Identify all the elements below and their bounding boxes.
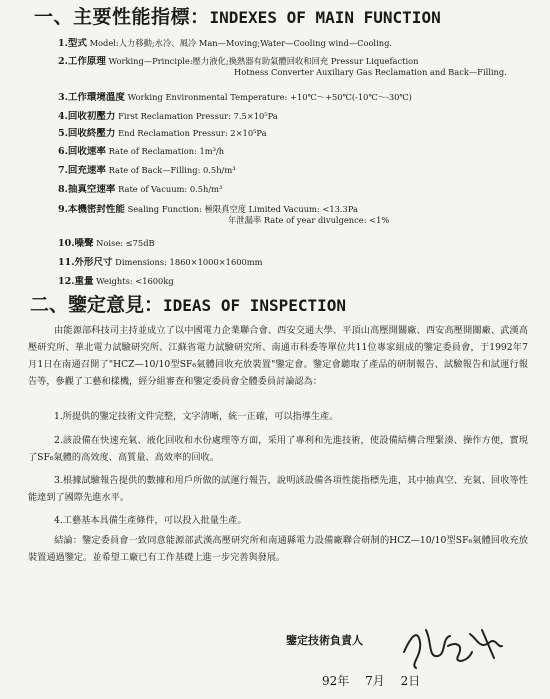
inspection-paragraph-intro — [28, 322, 528, 390]
item-value-continuation: Hotness Converter Auxiliary Gas Reclamation and Back—Filling. — [234, 67, 507, 77]
item-value: Weights: <1600kg — [96, 276, 174, 286]
inspection-point-2 — [28, 432, 528, 466]
section2-title-en: IDEAS OF INSPECTION — [163, 296, 347, 315]
item-value: Noise: ≤75dB — [96, 238, 155, 248]
item-value: Dimensions: 1860×1000×1600mm — [115, 257, 263, 267]
section2-heading — [30, 290, 540, 317]
item-label: 9.本機密封性能 — [58, 204, 125, 215]
paragraph-text: 由能源部科技司主持並成立了以中國電力企業聯合會、西安交通大學、平頂山高壓開關廠、西安高壓開關廠、武漢高壓研究所、華北電力試驗研究所、江蘇省電力試驗研究所、南通市科委等單位共11位專家組成的鑒定委員會，于1992年7月1日在南通召開了"HCZ—10/10型SF₆氣體回收充放裝置"鑒定會。鑒定會聽取了產品的研制報告、試驗報告和試運行報告等，參觀了工藝和樣機，經分組審查和鑒定委員會全體委員討論認為： — [28, 325, 528, 387]
item-value: Sealing Function: 極限真空度 Limited Vacuum: <13.3Pa — [127, 204, 358, 214]
item-label: 2.工作原理 — [58, 56, 106, 67]
item-label: 12.重量 — [58, 276, 94, 287]
list-item — [58, 38, 548, 49]
section1-title-zh: 一、主要性能指標： — [34, 6, 210, 28]
item-value: End Reclamation Pressur: 2×10⁵Pa — [118, 128, 267, 138]
paragraph-text: 2.該設備在快速充氣、液化回收和水份處理等方面，采用了專利和先進技術，使設備結構合理緊湊、操作方便，實現了SF₆氣體的高效度、高質量、高效率的回收。 — [28, 435, 528, 463]
item-label: 5.回收終壓力 — [58, 128, 116, 139]
item-value: Model:人力移動;水冷、風冷 Man—Moving;Water—Cooling wind—Cooling. — [89, 38, 393, 48]
item-label: 8.抽真空速率 — [58, 184, 116, 195]
inspection-point-1 — [28, 408, 528, 425]
list-item — [58, 204, 548, 226]
item-label: 6.回收速率 — [58, 146, 106, 157]
list-item — [58, 56, 548, 78]
item-label: 7.回充速率 — [58, 165, 106, 176]
paragraph-text: 結論：鑒定委員會一致同意能源部武漢高壓研究所和南通縣電力設備廠聯合研制的HCZ—10/10型SF₆氣體回收充放裝置通過鑒定。並希望工廠已有工作基礎上進一步完善與發展。 — [28, 535, 528, 563]
list-item — [58, 276, 548, 287]
section1-title-en: INDEXES OF MAIN FUNCTION — [209, 8, 441, 27]
list-item — [58, 165, 548, 176]
list-item — [58, 111, 548, 122]
list-item — [58, 146, 548, 157]
date-year: 92年 — [322, 674, 350, 688]
handwritten-signature — [398, 612, 508, 674]
paragraph-text: 3.根據試驗報告提供的數據和用戶所做的試運行報告，說明該設備各項性能指標先進，其中抽真空、充氣、回收等性能達到了國際先進水平。 — [28, 475, 528, 503]
item-value: Working—Principle:壓力液化;換熱器有助氣體回收和回充 Pressur Liquefaction — [108, 56, 419, 66]
item-label: 4.回收初壓力 — [58, 111, 116, 122]
inspection-point-4 — [28, 512, 528, 529]
paragraph-text: 1.所提供的鑒定技術文件完整，文字清晰，統一正確，可以指導生產。 — [54, 411, 339, 422]
date-day: 2日 — [400, 674, 421, 688]
list-item — [58, 238, 548, 249]
date-month: 7月 — [365, 674, 385, 688]
list-item — [58, 184, 548, 195]
item-label: 3.工作環境溫度 — [58, 92, 125, 103]
list-item — [58, 257, 548, 268]
item-label: 11.外形尺寸 — [58, 257, 113, 268]
signature-label: 鑒定技術負責人 — [286, 634, 363, 647]
signature-date — [322, 672, 432, 689]
item-value: Working Environmental Temperature: +10℃～+50℃(-10℃～-30℃) — [127, 92, 412, 102]
section2-title-zh: 二、鑒定意見： — [30, 294, 164, 316]
paragraph-text: 4.工藝基本具備生產條件，可以投入批量生產。 — [54, 515, 247, 526]
item-value: Rate of Reclamation: 1m³/h — [108, 146, 225, 156]
item-value: Rate of Vacuum: 0.5h/m³ — [118, 184, 223, 194]
item-value: Rate of Back—Filling: 0.5h/m³ — [108, 165, 236, 175]
section1-heading — [34, 2, 544, 29]
item-label: 1.型式 — [58, 38, 87, 49]
item-label: 10.噪聲 — [58, 238, 94, 249]
list-item — [58, 128, 548, 139]
inspection-point-3 — [28, 472, 528, 506]
item-value-continuation: 年泄漏率 Rate of year divulgence: <1% — [228, 215, 390, 225]
inspection-conclusion — [28, 532, 528, 566]
item-value: First Reclamation Pressur: 7.5×10⁵Pa — [118, 111, 278, 121]
list-item — [58, 92, 548, 103]
